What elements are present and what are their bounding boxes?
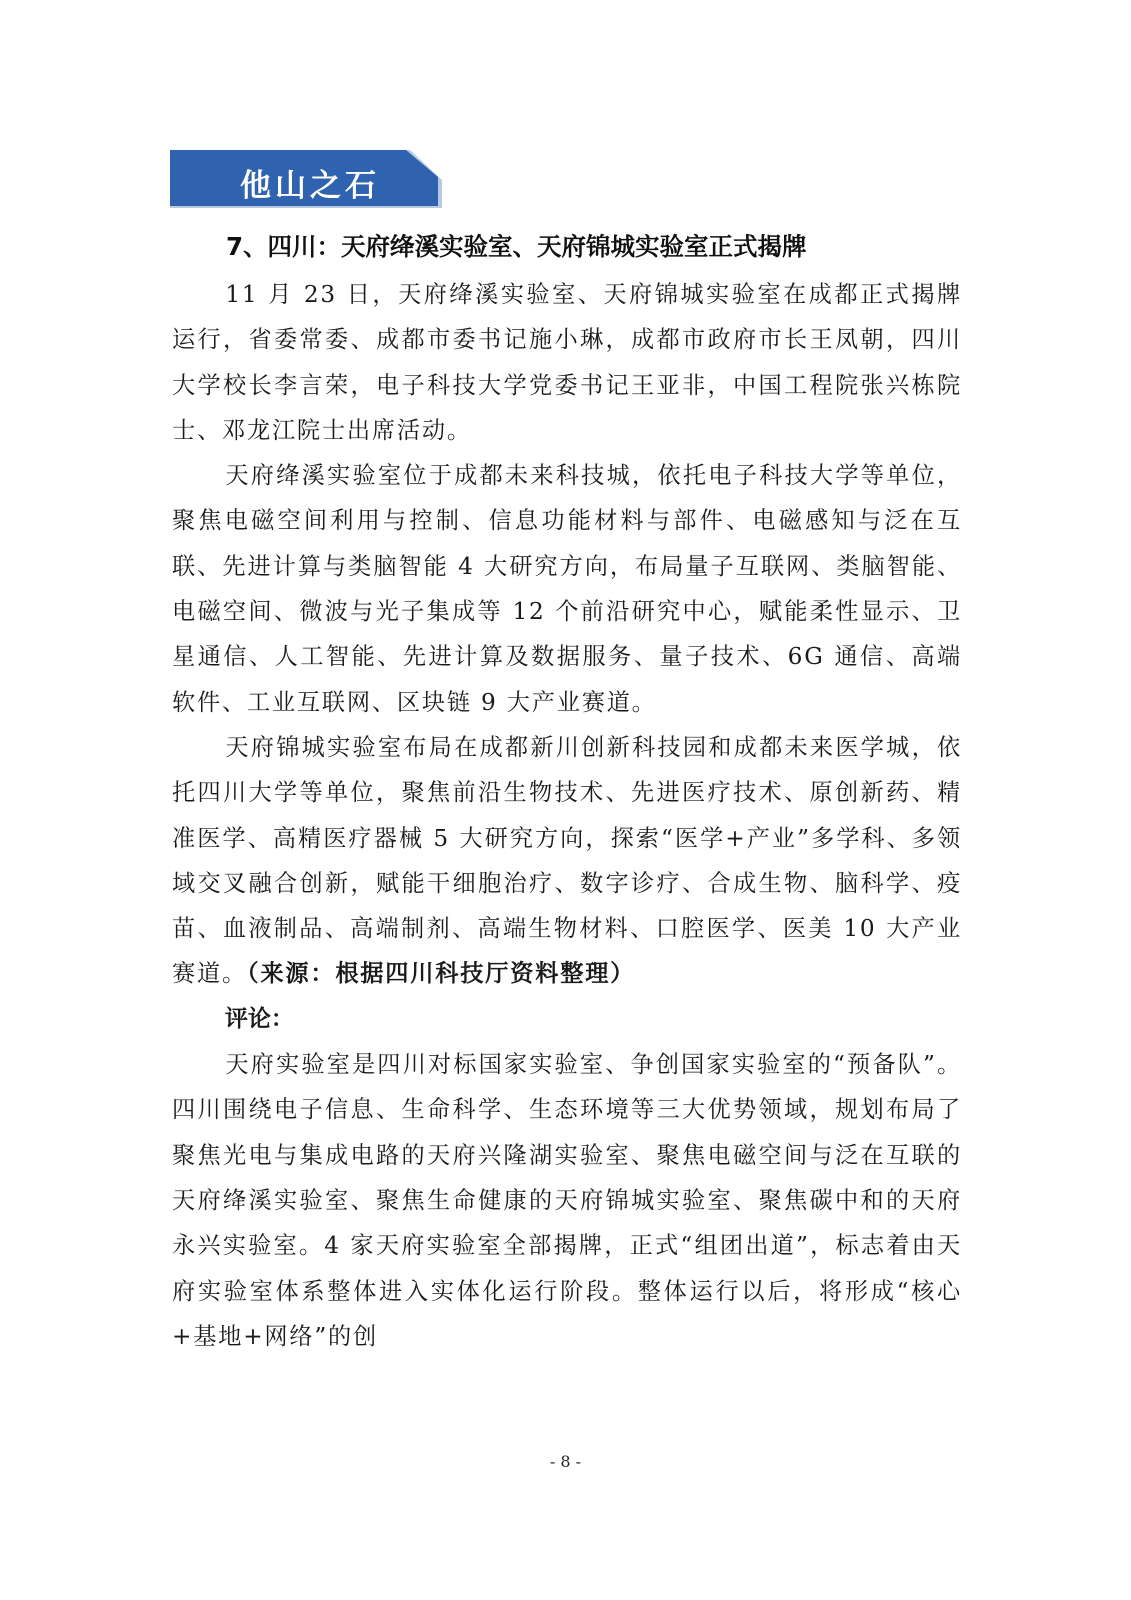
source-note: （来源：根据四川科技厅资料整理） bbox=[246, 960, 636, 988]
page-number: - 8 - bbox=[549, 1452, 582, 1471]
paragraph-2: 天府绛溪实验室位于成都未来科技城，依托电子科技大学等单位，聚焦电磁空间利用与控制、信息功能材料与部件、电磁感知与泛在互联、先进计算与类脑智能 4 大研究方向，布局量子互联网、类脑智能、电磁空间、微波与光子集成等 12 个前沿研究中心，赋能柔性显示、卫星通信、人工智能、先进计算及数据服务、量子技术、6G 通信、高端软件、工业互联网、区块链 9 大产业赛道。 bbox=[172, 462, 962, 716]
article-body bbox=[172, 272, 962, 1359]
comment-paragraph: 天府实验室是四川对标国家实验室、争创国家实验室的“预备队”。四川围绕电子信息、生命科学、生态环境等三大优势领域，规划布局了聚焦光电与集成电路的天府兴隆湖实验室、聚焦电磁空间与泛在互联的天府绛溪实验室、聚焦生命健康的天府锦城实验室、聚焦碳中和的天府永兴实验室。4 家天府实验室全部揭牌，正式“组团出道”，标志着由天府实验室体系整体进入实体化运行阶段。整体运行以后，将形成“核心+基地+网络”的创 bbox=[172, 1051, 962, 1350]
article-title: 7、四川：天府绛溪实验室、天府锦城实验室正式揭牌 bbox=[226, 232, 807, 261]
section-label: 他山之石 bbox=[240, 168, 380, 204]
section-banner bbox=[170, 150, 445, 210]
paragraph-1: 11 月 23 日，天府绛溪实验室、天府锦城实验室在成都正式揭牌运行，省委常委、成都市委书记施小琳，成都市政府市长王凤朝，四川大学校长李言荣，电子科技大学党委书记王亚非，中国工程院张兴栋院士、邓龙江院士出席活动。 bbox=[172, 281, 962, 444]
paragraph-3 bbox=[172, 725, 962, 997]
paragraph-3-text: 天府锦城实验室布局在成都新川创新科技园和成都未来医学城，依托四川大学等单位，聚焦前沿生物技术、先进医疗技术、原创新药、精准医学、高精医疗器械 5 大研究方向，探索“医学+产业”多学科、多领域交叉融合创新，赋能干细胞治疗、数字诊疗、合成生物、脑科学、疫苗、血液制品、高端制剂、高端生物材料、口腔医学、医美 10 大产业赛道。 bbox=[172, 733, 962, 988]
comment-label: 评论： bbox=[224, 1005, 294, 1032]
